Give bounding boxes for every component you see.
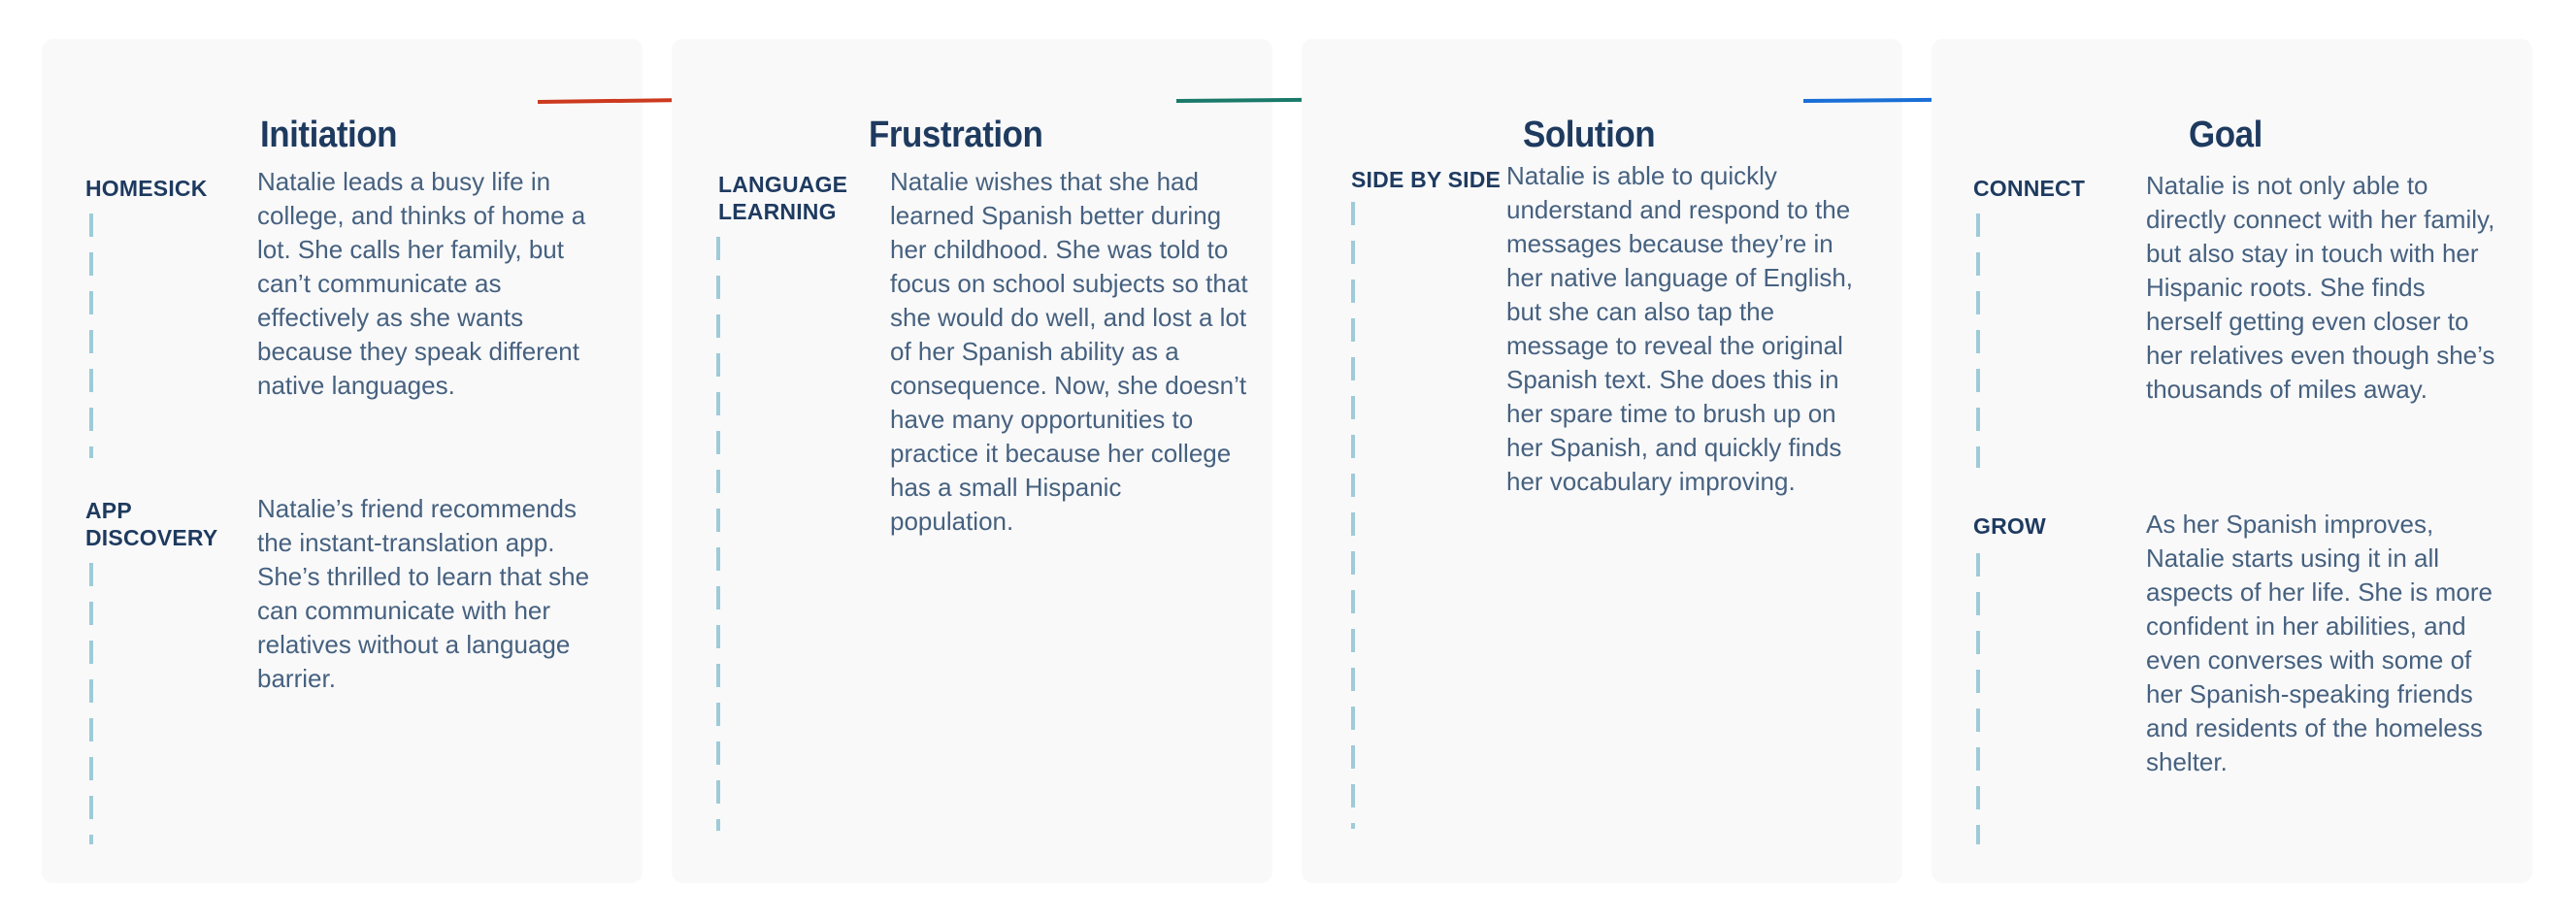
section-label-connect: CONNECT bbox=[1973, 176, 2086, 201]
section-label-side-by-side: SIDE BY SIDE bbox=[1351, 167, 1502, 192]
timeline-dash-line bbox=[89, 214, 93, 458]
section-text-connect: Natalie is not only able to directly connect with her family, but also stay in touch with her Hispanic roots. She finds herself getting even closer to her relatives even though she’s thousands of miles away. bbox=[2146, 171, 2495, 404]
section-text-grow: As her Spanish improves, Natalie starts using it in all aspects of her life. She is more confident in her abilities, and even converses with some of her Spanish-speaking friends and residents of the homeless shelter. bbox=[2146, 510, 2493, 776]
stage-card-solution bbox=[1302, 39, 1902, 883]
stage-title: Initiation bbox=[260, 115, 398, 155]
stage-title: Frustration bbox=[869, 115, 1043, 155]
section-text-side-by-side: Natalie is able to quickly understand and respond to the messages because they’re in her native language of English, but she can also tap the message to reveal the original Spanish text. She does this in her spare time to brush up on her Spanish, and quickly finds her vocabulary improving. bbox=[1506, 161, 1854, 496]
section-text-app-discovery: Natalie’s friend recommends the instant-translation app. She’s thrilled to learn that she can communicate with her relatives without a language barrier. bbox=[257, 494, 590, 693]
section-label-app-discovery: APP DISCOVERY bbox=[85, 498, 218, 550]
timeline-dash-line bbox=[716, 237, 720, 831]
stage-title: Goal bbox=[2189, 115, 2262, 155]
timeline-dash-line bbox=[1351, 202, 1355, 829]
stage-title: Solution bbox=[1523, 115, 1656, 155]
section-text-language-learning: Natalie wishes that she had learned Spanish better during her childhood. She was told to focus on school subjects so that she would do well, and lost a lot of her Spanish ability as a consequence. Now, she doesn’t have many opportunities to practice it because her college has a small Hispanic population. bbox=[890, 167, 1248, 536]
timeline-dash-line bbox=[89, 563, 93, 844]
timeline-dash-line bbox=[1976, 214, 1980, 468]
stage-card-goal bbox=[1932, 39, 2532, 883]
timeline-dash-line bbox=[1976, 553, 1980, 844]
section-label-grow: GROW bbox=[1973, 513, 2046, 539]
section-label-language-learning: LANGUAGE LEARNING bbox=[718, 172, 848, 224]
section-text-homesick: Natalie leads a busy life in college, and thinks of home a lot. She calls her family, but can’t communicate as effectively as she wants because they speak different native languages. bbox=[257, 167, 586, 400]
stage-card-frustration bbox=[672, 39, 1272, 883]
stage-card-initiation bbox=[42, 39, 643, 883]
section-label-homesick: HOMESICK bbox=[85, 176, 208, 201]
